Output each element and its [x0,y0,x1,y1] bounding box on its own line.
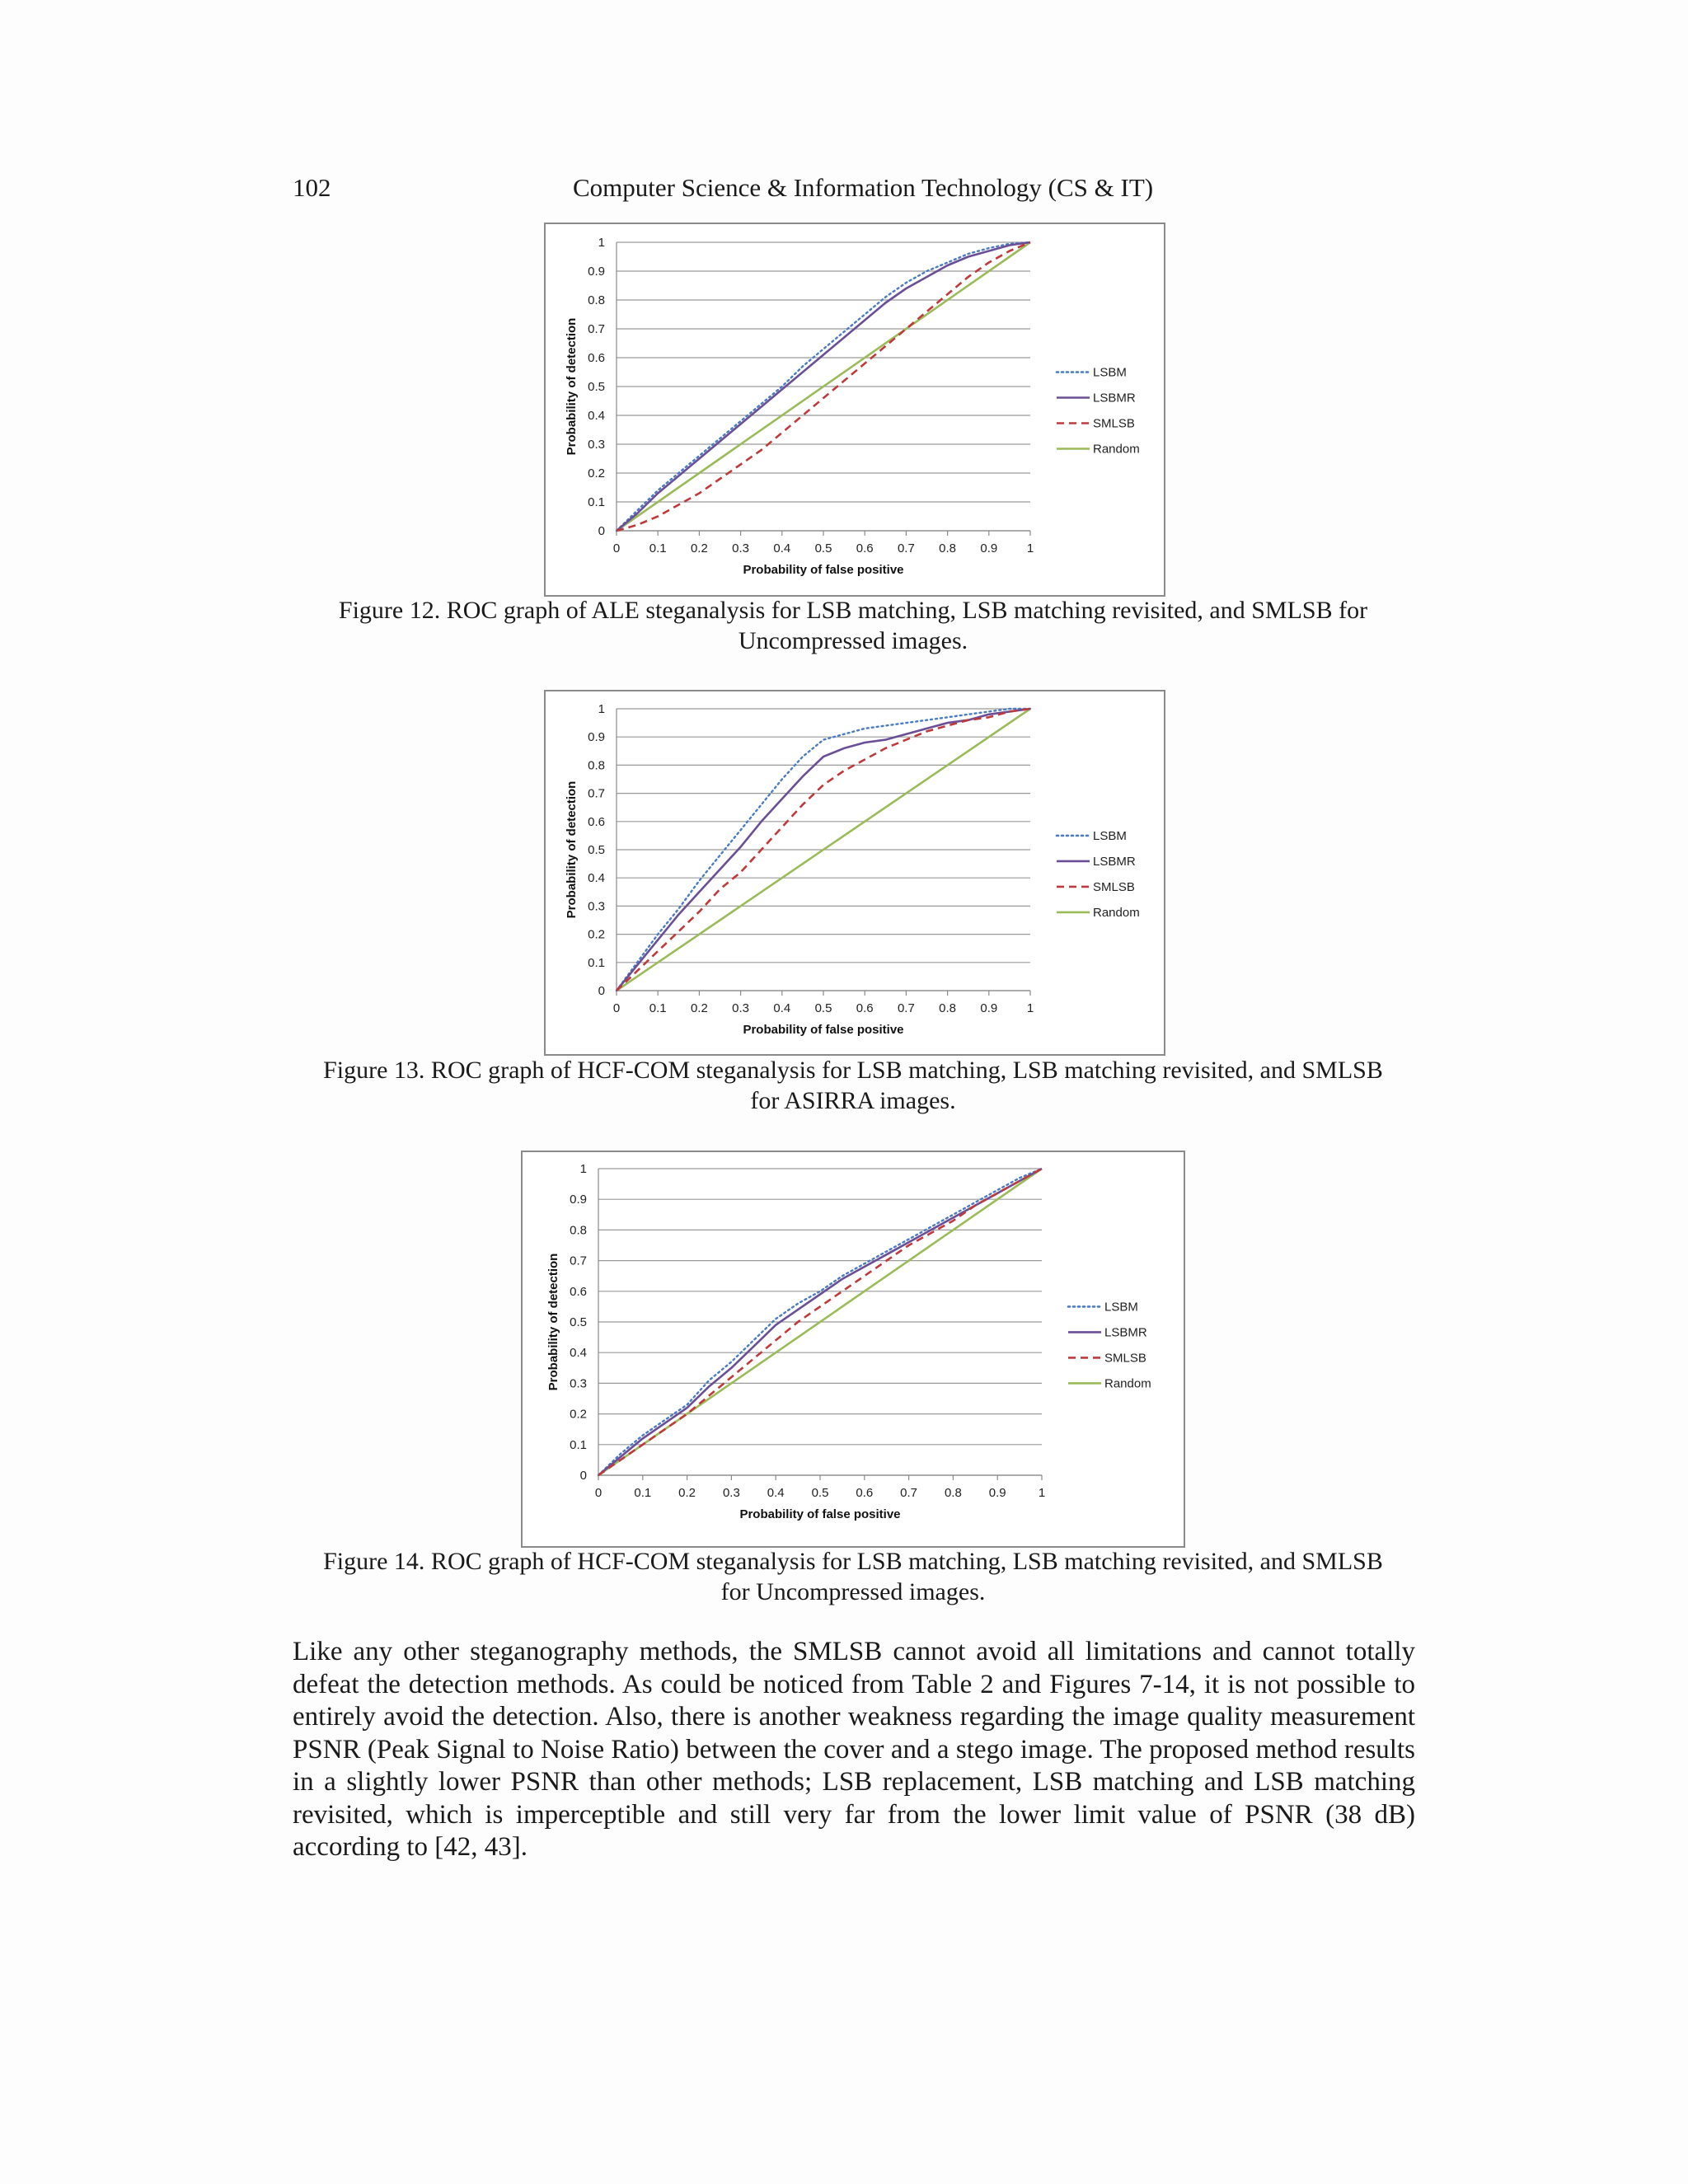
legend-label: Random [1093,442,1140,457]
x-tick-label: 0.9 [988,1486,1006,1500]
x-tick-label: 0.4 [767,1486,785,1500]
x-tick-label: 0.4 [773,1001,791,1015]
y-tick-label: 0.7 [588,786,605,801]
caption-line: for Uncompressed images. [720,1578,986,1605]
x-tick-label: 0.8 [939,1001,957,1015]
x-tick-label: 0.6 [856,1001,874,1015]
y-tick-label: 0.5 [570,1315,587,1329]
y-tick-label: 0.6 [588,814,605,829]
figure-14-chart [521,1151,1185,1548]
x-tick-label: 0.8 [944,1486,962,1500]
figure-12-chart [544,223,1165,597]
x-tick-label: 0 [612,1001,621,1015]
y-tick-label: 0.7 [588,322,605,336]
x-tick-label: 0.6 [856,1486,874,1500]
x-tick-label: 0.6 [856,541,874,555]
y-tick-label: 0.3 [588,438,605,452]
y-tick-label: 0.5 [588,380,605,394]
x-tick-label: 1 [1038,1486,1046,1500]
legend-label: Random [1104,1376,1151,1391]
y-tick-label: 0.9 [570,1193,587,1207]
x-tick-label: 0.8 [939,541,957,555]
y-tick-label: 0.9 [588,265,605,279]
x-tick-label: 0.7 [900,1486,918,1500]
y-tick-label: 0.5 [588,843,605,857]
legend-label: LSBM [1093,828,1127,843]
x-tick-label: 0 [594,1486,603,1500]
legend-label: SMLSB [1104,1351,1146,1366]
legend-label: SMLSB [1093,416,1135,431]
figure-12-caption [293,595,1414,656]
x-tick-label: 0.5 [811,1486,829,1500]
roc-chart-svg [546,691,1164,1054]
legend-label: LSBM [1104,1300,1138,1315]
y-tick-label: 0.1 [588,495,605,509]
y-tick-label: 0.2 [588,466,605,480]
y-tick-label: 0 [598,524,605,538]
y-tick-label: 0.3 [588,899,605,914]
x-axis-title: Probability of false positive [739,1507,901,1521]
y-tick-label: 0.9 [588,730,605,745]
x-tick-label: 0.9 [980,1001,998,1015]
x-tick-label: 0.1 [649,541,667,555]
y-tick-label: 0.4 [588,871,605,886]
figure-13-chart [544,690,1165,1056]
y-tick-label: 0.7 [570,1254,587,1268]
figure-13-caption [293,1055,1414,1116]
y-tick-label: 1 [598,702,605,716]
x-tick-label: 0.7 [897,1001,915,1015]
y-tick-label: 0.4 [570,1346,587,1361]
x-tick-label: 0.9 [980,541,998,555]
y-tick-label: 0.1 [570,1437,587,1452]
y-axis-title: Probability of detection [546,1253,560,1391]
x-tick-label: 0.5 [814,541,832,555]
y-tick-label: 0.2 [570,1407,587,1422]
roc-chart-svg [523,1152,1184,1546]
caption-line: Uncompressed images. [738,627,968,654]
x-tick-label: 0.1 [634,1486,652,1500]
legend-label: LSBMR [1104,1325,1147,1340]
x-tick-label: 0 [612,541,621,555]
caption-line: Figure 14. ROC graph of HCF-COM steganalysis for LSB matching, LSB matching revisited, and SMLSB [323,1548,1383,1575]
y-tick-label: 0 [598,984,605,998]
legend-label: Random [1093,905,1140,920]
x-tick-label: 0.2 [690,1001,708,1015]
body-paragraph: Like any other steganography methods, the SMLSB cannot avoid all limitations and cannot totally defeat the detection methods. As could be noticed from Table 2 and Figures 7-14, it is not possible to entirely avoid the detection. Also, there is another weakness regarding the image quality measurement PSNR (Peak Signal to Noise Ratio) between the cover and a stego image. The proposed method results in a slightly lower PSNR than other methods; LSB replacement, LSB matching and LSB matching revisited, which is imperceptible and still very far from the lower limit value of PSNR (38 dB) according to [42, 43]. [293,1637,1415,1862]
x-tick-label: 0.7 [897,541,915,555]
x-tick-label: 0.1 [649,1001,667,1015]
x-axis-title: Probability of false positive [743,1023,904,1037]
y-tick-label: 1 [598,236,605,250]
x-tick-label: 0.4 [773,541,791,555]
legend-label: SMLSB [1093,879,1135,894]
y-axis-title: Probability of detection [565,317,579,456]
roc-chart-svg [546,224,1164,595]
caption-line: for ASIRRA images. [750,1087,956,1114]
y-tick-label: 0.3 [570,1376,587,1391]
y-tick-label: 0.2 [588,927,605,942]
y-axis-title: Probability of detection [565,780,579,919]
x-tick-label: 0.2 [678,1486,696,1500]
legend-label: LSBMR [1093,391,1136,405]
y-tick-label: 0.8 [588,293,605,307]
x-tick-label: 0.3 [722,1486,740,1500]
journal-title: Computer Science & Information Technology (CS & IT) [573,173,1154,202]
page-number: 102 [293,173,331,202]
y-tick-label: 1 [579,1162,587,1176]
caption-line: Figure 13. ROC graph of HCF-COM steganalysis for LSB matching, LSB matching revisited, and SMLSB [323,1057,1383,1084]
x-tick-label: 1 [1026,1001,1034,1015]
running-head [293,173,1414,209]
y-tick-label: 0.8 [570,1223,587,1238]
x-tick-label: 0.2 [690,541,708,555]
figure-14-caption [293,1546,1414,1607]
y-tick-label: 0.1 [588,955,605,970]
x-tick-label: 0.3 [732,1001,750,1015]
legend-label: LSBM [1093,365,1127,380]
x-tick-label: 1 [1026,541,1034,555]
x-tick-label: 0.5 [814,1001,832,1015]
x-axis-title: Probability of false positive [743,563,904,577]
x-tick-label: 0.3 [732,541,750,555]
caption-line: Figure 12. ROC graph of ALE steganalysis for LSB matching, LSB matching revisited, and SMLSB for [338,597,1368,624]
y-tick-label: 0.4 [588,409,605,423]
y-tick-label: 0.8 [588,758,605,773]
y-tick-label: 0 [579,1469,587,1483]
y-tick-label: 0.6 [570,1284,587,1299]
legend-label: LSBMR [1093,854,1136,869]
y-tick-label: 0.6 [588,351,605,365]
